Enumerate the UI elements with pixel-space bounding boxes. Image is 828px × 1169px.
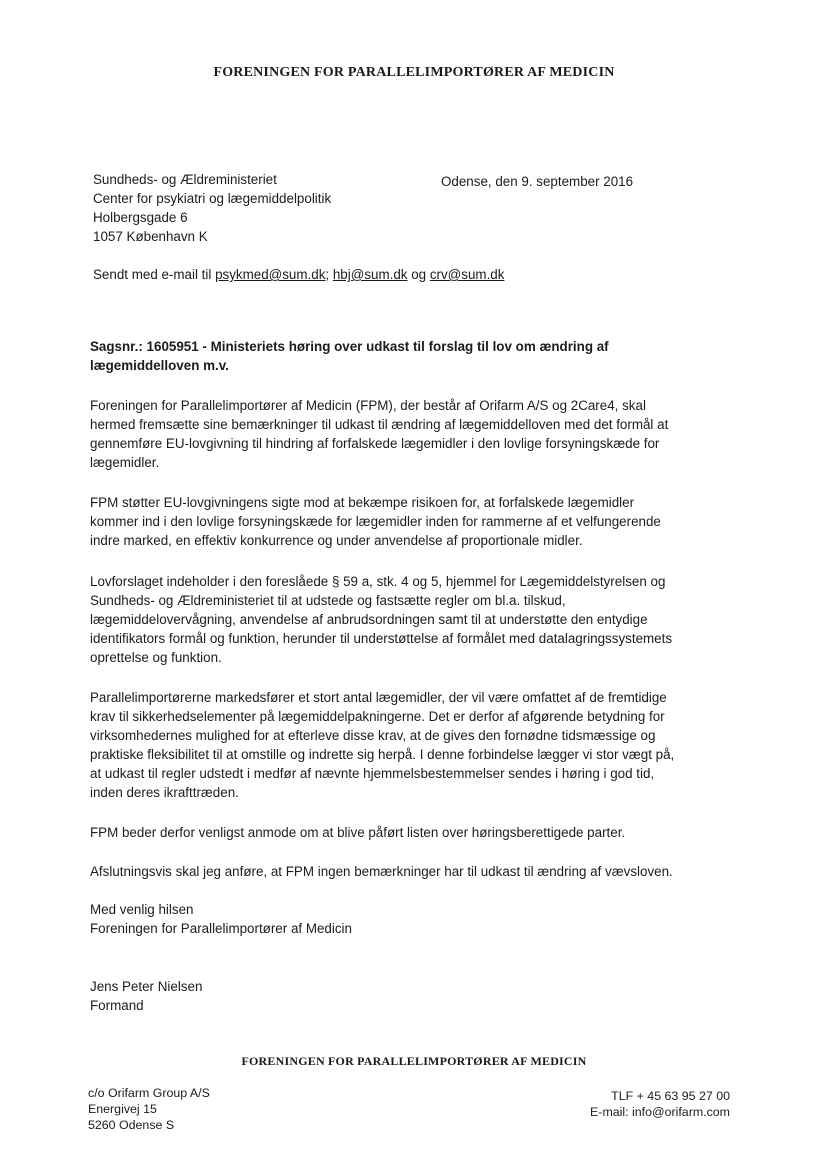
sent-line-prefix: Sendt med e-mail til: [93, 267, 216, 282]
separator: ;: [325, 267, 333, 282]
recipient-line: Holbergsgade 6: [93, 210, 188, 225]
body-paragraph: [90, 493, 740, 550]
footer-letterhead-title: FORENINGEN FOR PARALLELIMPORTØRER AF MEDICIN: [241, 1054, 587, 1068]
paragraph-line: FPM støtter EU-lovgivningens sigte mod at bekæmpe risikoen for, at forfalskede lægemidler: [90, 495, 635, 510]
email-link[interactable]: crv@sum.dk: [429, 267, 505, 282]
separator: og: [407, 267, 430, 282]
body-paragraph: [90, 396, 740, 472]
subject-line: lægemiddelloven m.v.: [90, 358, 229, 373]
footer-address-line: 5260 Odense S: [88, 1118, 175, 1132]
letterhead-title: FORENINGEN FOR PARALLELIMPORTØRER AF MEDICIN: [213, 65, 615, 80]
footer-address: [88, 1085, 210, 1133]
paragraph-line: lægemiddelovervågning, anvendelse af anbrudsordningen samt til at understøtte den entydige: [90, 612, 648, 627]
body-paragraph: [90, 572, 740, 667]
body-paragraph: [90, 823, 740, 842]
email-link[interactable]: hbj@sum.dk: [332, 267, 408, 282]
paragraph-line: inden deres ikrafttræden.: [90, 785, 239, 800]
signature-block: [90, 977, 740, 1015]
paragraph-line: indre marked, en effektiv konkurrence og under anvendelse af proportionale midler.: [90, 533, 583, 548]
paragraph-line: gennemføre EU-lovgivning til hindring af forfalskede lægemidler i den lovlige forsyningskæde for: [90, 436, 660, 451]
paragraph-line: identifikators formål og funktion, herunder til understøttelse af formålet med datalagringssystemets: [90, 631, 673, 646]
email-link[interactable]: psykmed@sum.dk: [215, 267, 326, 282]
paragraph-line: FPM beder derfor venligst anmode om at blive påført listen over høringsberettigede parter.: [90, 825, 626, 840]
footer-email[interactable]: E-mail: info@orifarm.com: [590, 1105, 730, 1119]
footer-address-line: Energivej 15: [88, 1102, 157, 1116]
body-paragraph: [90, 688, 740, 802]
signer-title: Formand: [90, 998, 144, 1013]
body-paragraph: [90, 862, 740, 881]
paragraph-line: Lovforslaget indeholder i den foreslåede § 59 a, stk. 4 og 5, hjemmel for Lægemiddelstyrelsen og: [90, 574, 666, 589]
paragraph-line: at udkast til regler udstedt i medfør af nævnte hjemmelsbestemmelser sendes i høring i god tid,: [90, 766, 655, 781]
closing-line: Med venlig hilsen: [90, 902, 194, 917]
paragraph-line: kommer ind i den lovlige forsyningskæde for lægemidler inden for rammerne af et velfungerende: [90, 514, 661, 529]
paragraph-line: hermed fremsætte sine bemærkninger til udkast til ændring af lægemiddelloven med det formål at: [90, 417, 669, 432]
closing-block: [90, 900, 740, 938]
sent-line: [93, 265, 504, 284]
paragraph-line: Afslutningsvis skal jeg anføre, at FPM ingen bemærkninger har til udkast til ændring af vævsloven.: [90, 864, 673, 879]
letter-date: Odense, den 9. september 2016: [441, 174, 634, 189]
paragraph-line: praktiske fleksibilitet til at omstille og indrette sig herpå. I denne forbindelse lægger vi stor vægt på,: [90, 747, 675, 762]
footer-phone: TLF + 45 63 95 27 00: [611, 1089, 730, 1103]
recipient-line: Sundheds- og Ældreministeriet: [93, 172, 277, 187]
recipient-line: Center for psykiatri og lægemiddelpolitik: [93, 191, 332, 206]
paragraph-line: krav til sikkerhedselementer på lægemiddelpakningerne. Det er derfor af afgørende betydning for: [90, 709, 665, 724]
paragraph-line: Foreningen for Parallelimportører af Medicin (FPM), der består af Orifarm A/S og 2Care4, skal: [90, 398, 646, 413]
closing-line: Foreningen for Parallelimportører af Medicin: [90, 921, 352, 936]
paragraph-line: lægemidler.: [90, 455, 160, 470]
subject-heading: [90, 337, 740, 375]
paragraph-line: virksomhedernes mulighed for at efterleve disse krav, at de gives den fornødne tidsmæssige og: [90, 728, 656, 743]
paragraph-line: oprettelse og funktion.: [90, 650, 222, 665]
recipient-address: [93, 170, 331, 246]
signer-name: Jens Peter Nielsen: [90, 979, 203, 994]
paragraph-line: Sundheds- og Ældreministeriet til at udstede og fastsætte regler om bl.a. tilskud,: [90, 593, 566, 608]
footer-address-line: c/o Orifarm Group A/S: [88, 1086, 210, 1100]
subject-line: Sagsnr.: 1605951 - Ministeriets høring over udkast til forslag til lov om ændring af: [90, 339, 609, 354]
paragraph-line: Parallelimportørerne markedsfører et stort antal lægemidler, der vil være omfattet af de fremtidige: [90, 690, 667, 705]
recipient-line: 1057 København K: [93, 229, 208, 244]
footer-contact: [590, 1088, 730, 1120]
